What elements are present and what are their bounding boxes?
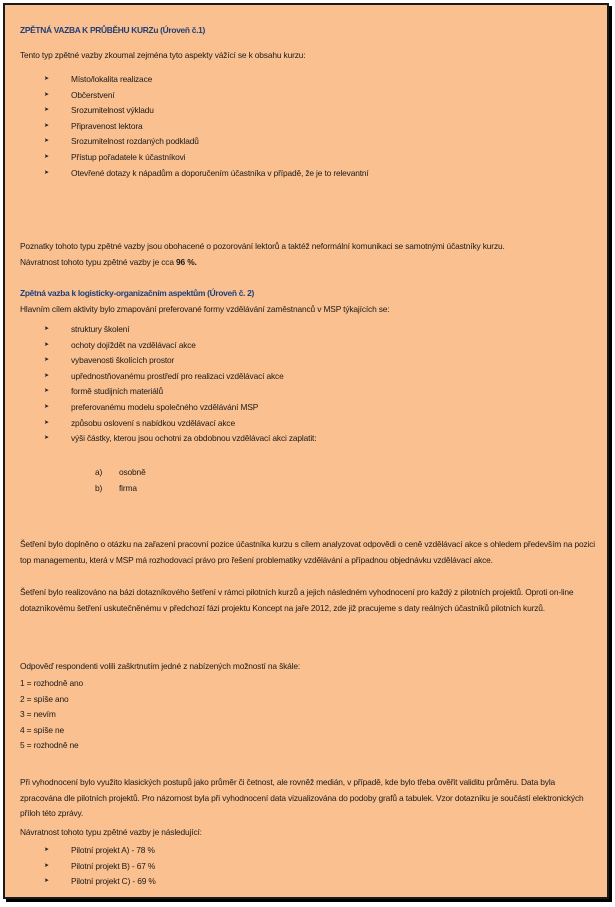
section2-para3: Při vyhodnocení bylo využito klasických postupů jako průměr či četnost, ale rovněž medián, v případě, kde bylo třeba ověřit validitu průměru. Data byla zpracována dle pilotních projektů. Pro názornost byla při vyhodnocení data vizualizována do podoby grafů a tabulek. Vzor dotazníku je součástí elektronických příloh této zprávy. bbox=[20, 777, 584, 818]
sublist-marker: b) bbox=[95, 483, 103, 493]
list-item bbox=[20, 166, 580, 182]
section2-intro: Hlavním cílem aktivity bylo zmapování preferované formy vzdělávání zaměstnanců v MSP týkajících se: bbox=[20, 304, 390, 314]
list-item-text: Pilotní projekt A) - 78 % bbox=[71, 845, 155, 855]
arrow-bullet-icon: ➤ bbox=[44, 357, 49, 364]
list-item-text: Občerstvení bbox=[71, 89, 115, 100]
section2-para2: Šetření bylo realizováno na bázi dotazníkového šetření v rámci pilotních kurzů a jejich následném vyhodnocení pro každý z pilotních projektů. Oproti on-line dotazníkovému šetření uskutečněnému v předchozí fázi projektu Koncept na jaře 2012, zde již pracujeme s daty reálných účastníků pilotních kurzů. bbox=[20, 587, 574, 613]
list-item-text: struktury školení bbox=[71, 324, 130, 334]
scale-list bbox=[20, 676, 596, 754]
section1-list bbox=[20, 72, 580, 181]
return-label: Návratnost tohoto typu zpětné vazby je cca bbox=[20, 257, 177, 267]
list-item-text: upřednostňovanému prostředí pro realizaci vzdělávací akce bbox=[71, 370, 284, 381]
scale-item: 2 = spíše ano bbox=[20, 693, 69, 704]
list-item bbox=[20, 353, 580, 369]
list-item bbox=[20, 416, 580, 432]
list-item bbox=[20, 400, 580, 416]
list-item-text: Pilotní projekt B) - 67 % bbox=[71, 860, 156, 871]
section1-intro: Tento typ zpětné vazby zkoumal zejména tyto aspekty vážící se k obsahu kurzu: bbox=[20, 50, 306, 60]
list-item-text: Otevřené dotazy k nápadům a doporučením účastníka v případě, že je to relevantní bbox=[71, 167, 369, 178]
scale-item: 5 = rozhodně ne bbox=[20, 740, 79, 750]
list-item bbox=[20, 369, 580, 385]
list-item-text: preferovanému modelu společného vzdělávání MSP bbox=[71, 401, 259, 412]
list-item-text: výši částky, kterou jsou ochotni za obdobnou vzdělávací akci zaplatit: bbox=[71, 433, 317, 444]
arrow-bullet-icon: ➤ bbox=[44, 341, 49, 348]
arrow-bullet-icon: ➤ bbox=[44, 372, 49, 379]
list-item bbox=[20, 322, 580, 338]
list-item-text: Připravenost lektora bbox=[71, 120, 143, 131]
list-item bbox=[20, 874, 580, 890]
list-item-text: Srozumitelnost výkladu bbox=[71, 105, 154, 116]
list-item bbox=[20, 150, 580, 166]
section1-note: Poznatky tohoto typu zpětné vazby jsou obohacené o pozorování lektorů a taktéž neformální komunikaci se samotnými účastníky kurzu. bbox=[20, 241, 505, 251]
section1-return bbox=[20, 257, 197, 267]
list-item-text: vybavenosti školících prostor bbox=[71, 355, 175, 366]
return-value: 96 %. bbox=[176, 257, 197, 267]
section2-heading: Zpětná vazba k logisticky-organizačním aspektům (Úroveň č. 2) bbox=[20, 288, 254, 298]
arrow-bullet-icon: ➤ bbox=[44, 153, 49, 160]
scale-item: 3 = nevím bbox=[20, 709, 56, 719]
arrow-bullet-icon: ➤ bbox=[44, 91, 49, 98]
list-item bbox=[20, 119, 580, 135]
section1-heading-suffix: u (Úroveň č.1) bbox=[153, 25, 205, 35]
list-item bbox=[20, 384, 580, 400]
sublist-label: firma bbox=[119, 483, 137, 493]
arrow-bullet-icon: ➤ bbox=[44, 878, 49, 885]
list-item bbox=[20, 859, 580, 875]
list-item-text: formě studijních materiálů bbox=[71, 386, 163, 397]
section2-para1: Šetření bylo doplněno o otázku na zařazení pracovní pozice účastníka kurzu s cílem analyzovat odpovědi o ceně vzdělávací akce s ohledem především na pozici top managementu, která v MSP má rozhodovací právo pro řešení problematiky vzdělávání a případnou objednávku vzdělávací akce. bbox=[20, 539, 595, 565]
list-item bbox=[20, 431, 580, 447]
arrow-bullet-icon: ➤ bbox=[44, 419, 49, 426]
arrow-bullet-icon: ➤ bbox=[44, 326, 49, 332]
list-item-text: způsobu oslovení s nabídkou vzdělávací akce bbox=[71, 417, 235, 428]
list-item bbox=[20, 103, 580, 119]
list-item-text: Místo/lokalita realizace bbox=[71, 74, 153, 84]
arrow-bullet-icon: ➤ bbox=[44, 862, 49, 869]
text-box bbox=[3, 3, 609, 899]
sublist-marker: a) bbox=[95, 467, 103, 477]
scale-item: 1 = rozhodně ano bbox=[20, 678, 84, 688]
list-item bbox=[20, 338, 580, 354]
arrow-bullet-icon: ➤ bbox=[44, 435, 49, 442]
list-item bbox=[20, 134, 580, 150]
returns-list bbox=[20, 843, 580, 890]
arrow-bullet-icon: ➤ bbox=[44, 388, 49, 395]
list-item bbox=[20, 843, 580, 859]
arrow-bullet-icon: ➤ bbox=[44, 107, 49, 114]
arrow-bullet-icon: ➤ bbox=[44, 122, 49, 129]
section1-heading bbox=[20, 25, 205, 35]
section2-list bbox=[20, 322, 580, 447]
arrow-bullet-icon: ➤ bbox=[44, 169, 49, 176]
arrow-bullet-icon: ➤ bbox=[44, 847, 49, 853]
return-intro: Návratnost tohoto typu zpětné vazby je následující: bbox=[20, 827, 202, 837]
scale-intro: Odpověď respondenti volili zaškrtnutím jedné z nabízených možností na škále: bbox=[20, 661, 301, 671]
sublist-label: osobně bbox=[119, 467, 146, 477]
arrow-bullet-icon: ➤ bbox=[44, 138, 49, 145]
list-item-text: Srozumitelnost rozdaných podkladů bbox=[71, 136, 199, 147]
list-item bbox=[20, 88, 580, 104]
list-item-text: Pilotní projekt C) - 69 % bbox=[71, 876, 156, 887]
section1-heading-prefix: ZPĚTNÁ VAZBA K PRŮBĚHU KURZ bbox=[20, 25, 154, 35]
list-item bbox=[20, 72, 580, 88]
arrow-bullet-icon: ➤ bbox=[44, 76, 49, 82]
scale-item: 4 = spíše ne bbox=[20, 724, 65, 735]
list-item-text: Přístup pořadatele k účastníkovi bbox=[71, 151, 186, 162]
arrow-bullet-icon: ➤ bbox=[44, 403, 49, 410]
list-item-text: ochoty dojíždět na vzdělávací akce bbox=[71, 339, 196, 350]
